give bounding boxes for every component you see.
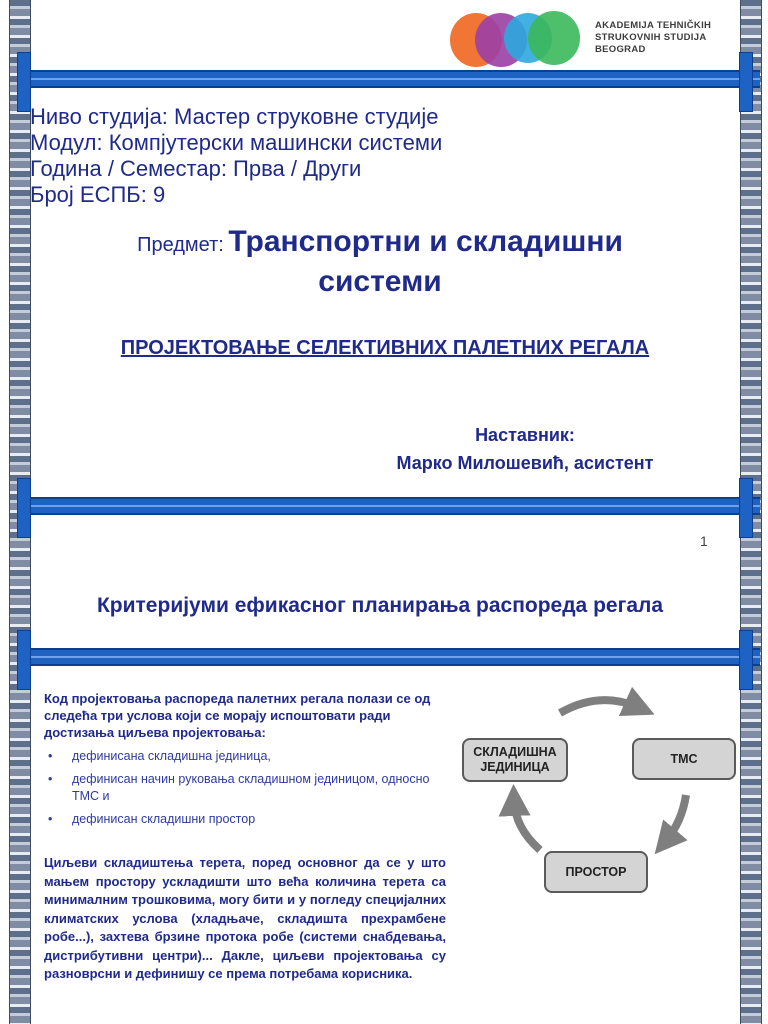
page-number: 1: [700, 533, 708, 549]
logo-text-line: BEOGRAD: [595, 44, 646, 55]
list-item: • дефинисан начин руковања складишном јединицом, односно ТМС и: [44, 771, 446, 805]
subject-title-line-1: Транспортни и складишни: [228, 225, 623, 258]
arrow-to-tms: [560, 700, 640, 713]
subject-label: Предмет:: [137, 234, 224, 256]
arrow-to-unit: [514, 800, 540, 850]
ects-credits: Број ЕСПБ: 9: [30, 182, 166, 207]
lecture-topic: ПРОЈЕКТОВАЊЕ СЕЛЕКТИВНИХ ПАЛЕТНИХ РЕГАЛА: [120, 337, 650, 359]
intro-paragraph: Код пројектовања распореда палетних регала полази се од следећа три услова који се морају испоштовати ради достизања циљева пројектовања:: [44, 691, 431, 740]
teacher-name: Марко Милошевић, асистент: [396, 453, 654, 473]
arrow-to-prostor: [665, 795, 686, 842]
logo-text-line: STRUKOVNIH STUDIJA: [595, 32, 707, 43]
year-semester: Година / Семестар: Прва / Други: [30, 156, 362, 181]
list-item: • дефинисана складишна јединица,: [44, 748, 446, 765]
node-storage-unit: СКЛАДИШНА ЈЕДИНИЦА: [462, 738, 568, 782]
subject-title-line-2: системи: [318, 265, 442, 298]
node-tms: ТМС: [632, 738, 736, 780]
module: Модул: Компјутерски машински системи: [30, 130, 443, 155]
goals-paragraph: Циљеви складиштења терета, поред основног да се у што мањем простору ускладишти што већа количина терета са минималним трошковима, могу бити и у погледу специјалних климатских услова (хладњаче, складишта прехрамбене робе...), захтева брзине протока робе (системи снабдевања, дистрибутивни центри)... Дакле, циљеви пројектовања су разноврсни и дефинишу се према потребама корисника.: [44, 855, 446, 981]
node-space: ПРОСТОР: [544, 851, 648, 893]
study-level: Ниво студија: Мастер струковне студије: [30, 104, 439, 129]
slide-title: Критеријуми ефикасног планирања распореда регала: [96, 594, 664, 617]
list-item: • дефинисан складишни простор: [44, 811, 446, 828]
teacher-label: Наставник:: [475, 425, 575, 445]
logo-text-line: AKADEMIJA TEHNIČKIH: [595, 20, 712, 31]
